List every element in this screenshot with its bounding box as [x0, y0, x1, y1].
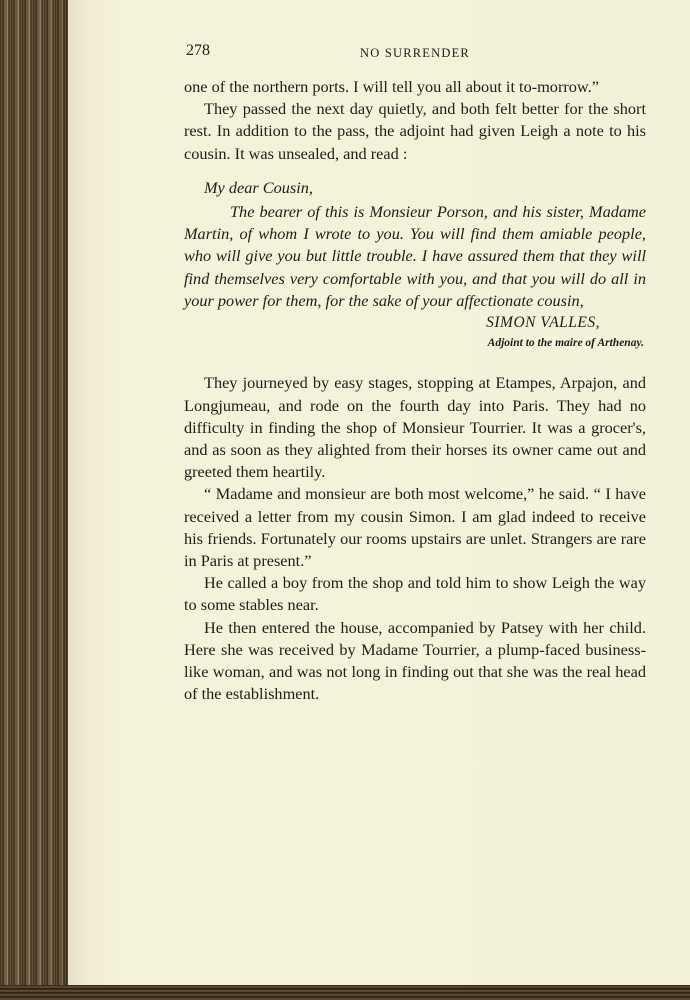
running-head: NO SURRENDER — [360, 46, 470, 60]
letter-signature-name: SIMON VALLES, — [486, 314, 600, 332]
quoted-letter — [184, 177, 646, 355]
letter-signature-title: Adjoint to the maire of Arthenay. — [487, 337, 644, 350]
book-bottom-edge — [0, 985, 690, 1000]
paragraph: “ Madame and monsieur are both most welcome,” he said. “ I have received a letter from my cousin Simon. I am glad indeed to receive his friends. Fortunately our rooms upstairs are unlet. Strangers are rare in Paris at present.” — [184, 484, 646, 571]
paragraph: They journeyed by easy stages, stopping at Etampes, Arpajon, and Longjumeau, and rode on the fourth day into Paris. They had no difficulty in finding the shop of Monsieur Tourrier. It was a grocer's, and as soon as they alighted from their horses its owner came out and greeted them heartily. — [184, 373, 646, 482]
paragraph-continued: one of the northern ports. I will tell you all about it to-morrow.” — [184, 77, 599, 96]
book-page-edges — [0, 0, 70, 1000]
paragraph: He then entered the house, accompanied by Patsey with her child. Here she was received by Madame Tourrier, a plump-faced business-like woman, and was not long in finding out that she was the real head of the establishment. — [184, 617, 646, 704]
paragraph: They passed the next day quietly, and both felt better for the short rest. In addition to the pass, the adjoint had given Leigh a note to his cousin. It was unsealed, and read : — [184, 99, 646, 163]
page-number: 278 — [186, 42, 210, 59]
letter-salutation: My dear Cousin, — [204, 177, 313, 197]
page-text-block — [184, 40, 646, 705]
paragraph: He called a boy from the shop and told him to show Leigh the way to some stables near. — [184, 573, 646, 615]
page-header — [184, 40, 646, 62]
letter-body: The bearer of this is Monsieur Porson, and his sister, Madame Martin, of whom I wrote to you. You will find them amiable people, who will give you but little trouble. I have assured them that they will find themselves very comfortable with you, and that you will do all in your power for them, for the sake of your affectionate cousin, — [184, 202, 646, 310]
